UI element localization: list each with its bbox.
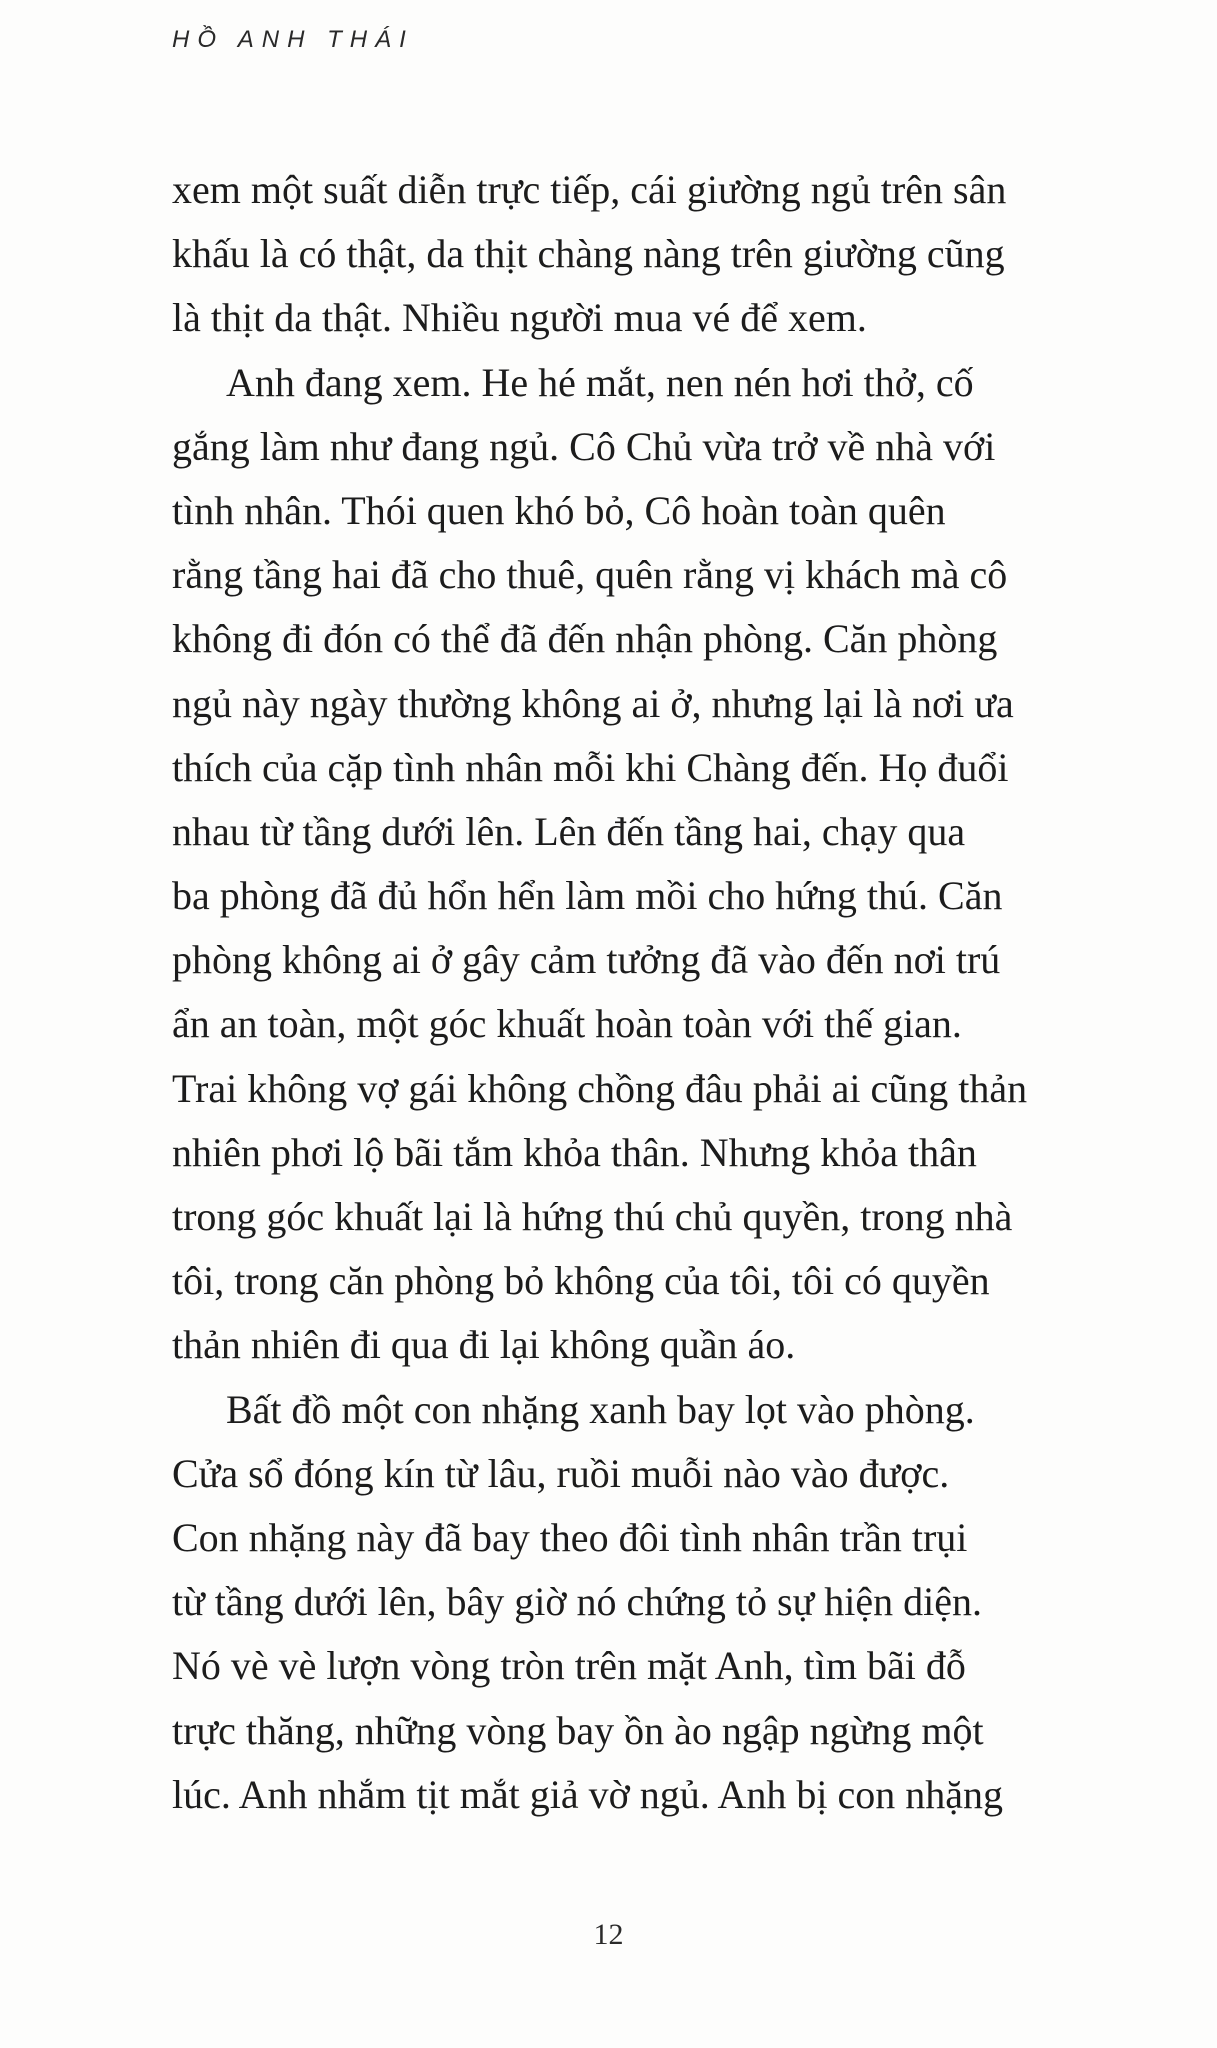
text-line: trong góc khuất lại là hứng thú chủ quyền, trong nhà <box>172 1194 1013 1239</box>
text-line: ngủ này ngày thường không ai ở, nhưng lại là nơi ưa <box>172 680 1014 726</box>
text-line: rằng tầng hai đã cho thuê, quên rằng vị khách mà cô <box>172 552 1008 598</box>
text-line: Nó vè vè lượn vòng tròn trên mặt Anh, tìm bãi đỗ <box>172 1643 966 1689</box>
text-line: là thịt da thật. Nhiều người mua vé để xem. <box>172 295 867 341</box>
paragraph-first-line: Anh đang xem. He hé mắt, nen nén hơi thở, cố <box>226 359 974 405</box>
text-line: trực thăng, những vòng bay ồn ào ngập ngừng một <box>172 1707 984 1753</box>
text-line: phòng không ai ở gây cảm tưởng đã vào đến nơi trú <box>172 937 1001 983</box>
text-line: nhau từ tầng dưới lên. Lên đến tầng hai, chạy qua <box>172 808 966 854</box>
page-number: 12 <box>593 1918 624 1951</box>
paragraph-first-line: Bất đồ một con nhặng xanh bay lọt vào phòng. <box>226 1386 975 1432</box>
text-line: nhiên phơi lộ bãi tắm khỏa thân. Nhưng khỏa thân <box>172 1129 977 1175</box>
text-line: khấu là có thật, da thịt chàng nàng trên giường cũng <box>172 231 1005 277</box>
text-line: Trai không vợ gái không chồng đâu phải ai cũng thản <box>172 1065 1028 1111</box>
text-line: gắng làm như đang ngủ. Cô Chủ vừa trở về nhà với <box>172 423 996 469</box>
text-line: ẩn an toàn, một góc khuất hoàn toàn với thế gian. <box>172 1001 962 1047</box>
text-line: không đi đón có thể đã đến nhận phòng. Căn phòng <box>172 616 998 662</box>
text-line: Con nhặng này đã bay theo đôi tình nhân trần trụi <box>172 1514 968 1560</box>
text-line: ba phòng đã đủ hổn hển làm mồi cho hứng thú. Căn <box>172 873 1003 919</box>
text-line: thích của cặp tình nhân mỗi khi Chàng đến. Họ đuổi <box>172 744 1009 790</box>
text-line: Cửa sổ đóng kín từ lâu, ruồi muỗi nào vào được. <box>172 1450 950 1496</box>
text-line: từ tầng dưới lên, bây giờ nó chứng tỏ sự hiện diện. <box>172 1579 983 1625</box>
running-header-author: HỒ ANH THÁI <box>172 26 414 53</box>
body-text <box>172 158 1052 1827</box>
text-line: tình nhân. Thói quen khó bỏ, Cô hoàn toàn quên <box>172 487 946 533</box>
text-line: xem một suất diễn trực tiếp, cái giường ngủ trên sân <box>172 167 1007 212</box>
text-line: thản nhiên đi qua đi lại không quần áo. <box>172 1322 796 1368</box>
text-line: lúc. Anh nhắm tịt mắt giả vờ ngủ. Anh bị con nhặng <box>172 1771 1004 1817</box>
text-line: tôi, trong căn phòng bỏ không của tôi, tôi có quyền <box>172 1258 990 1304</box>
